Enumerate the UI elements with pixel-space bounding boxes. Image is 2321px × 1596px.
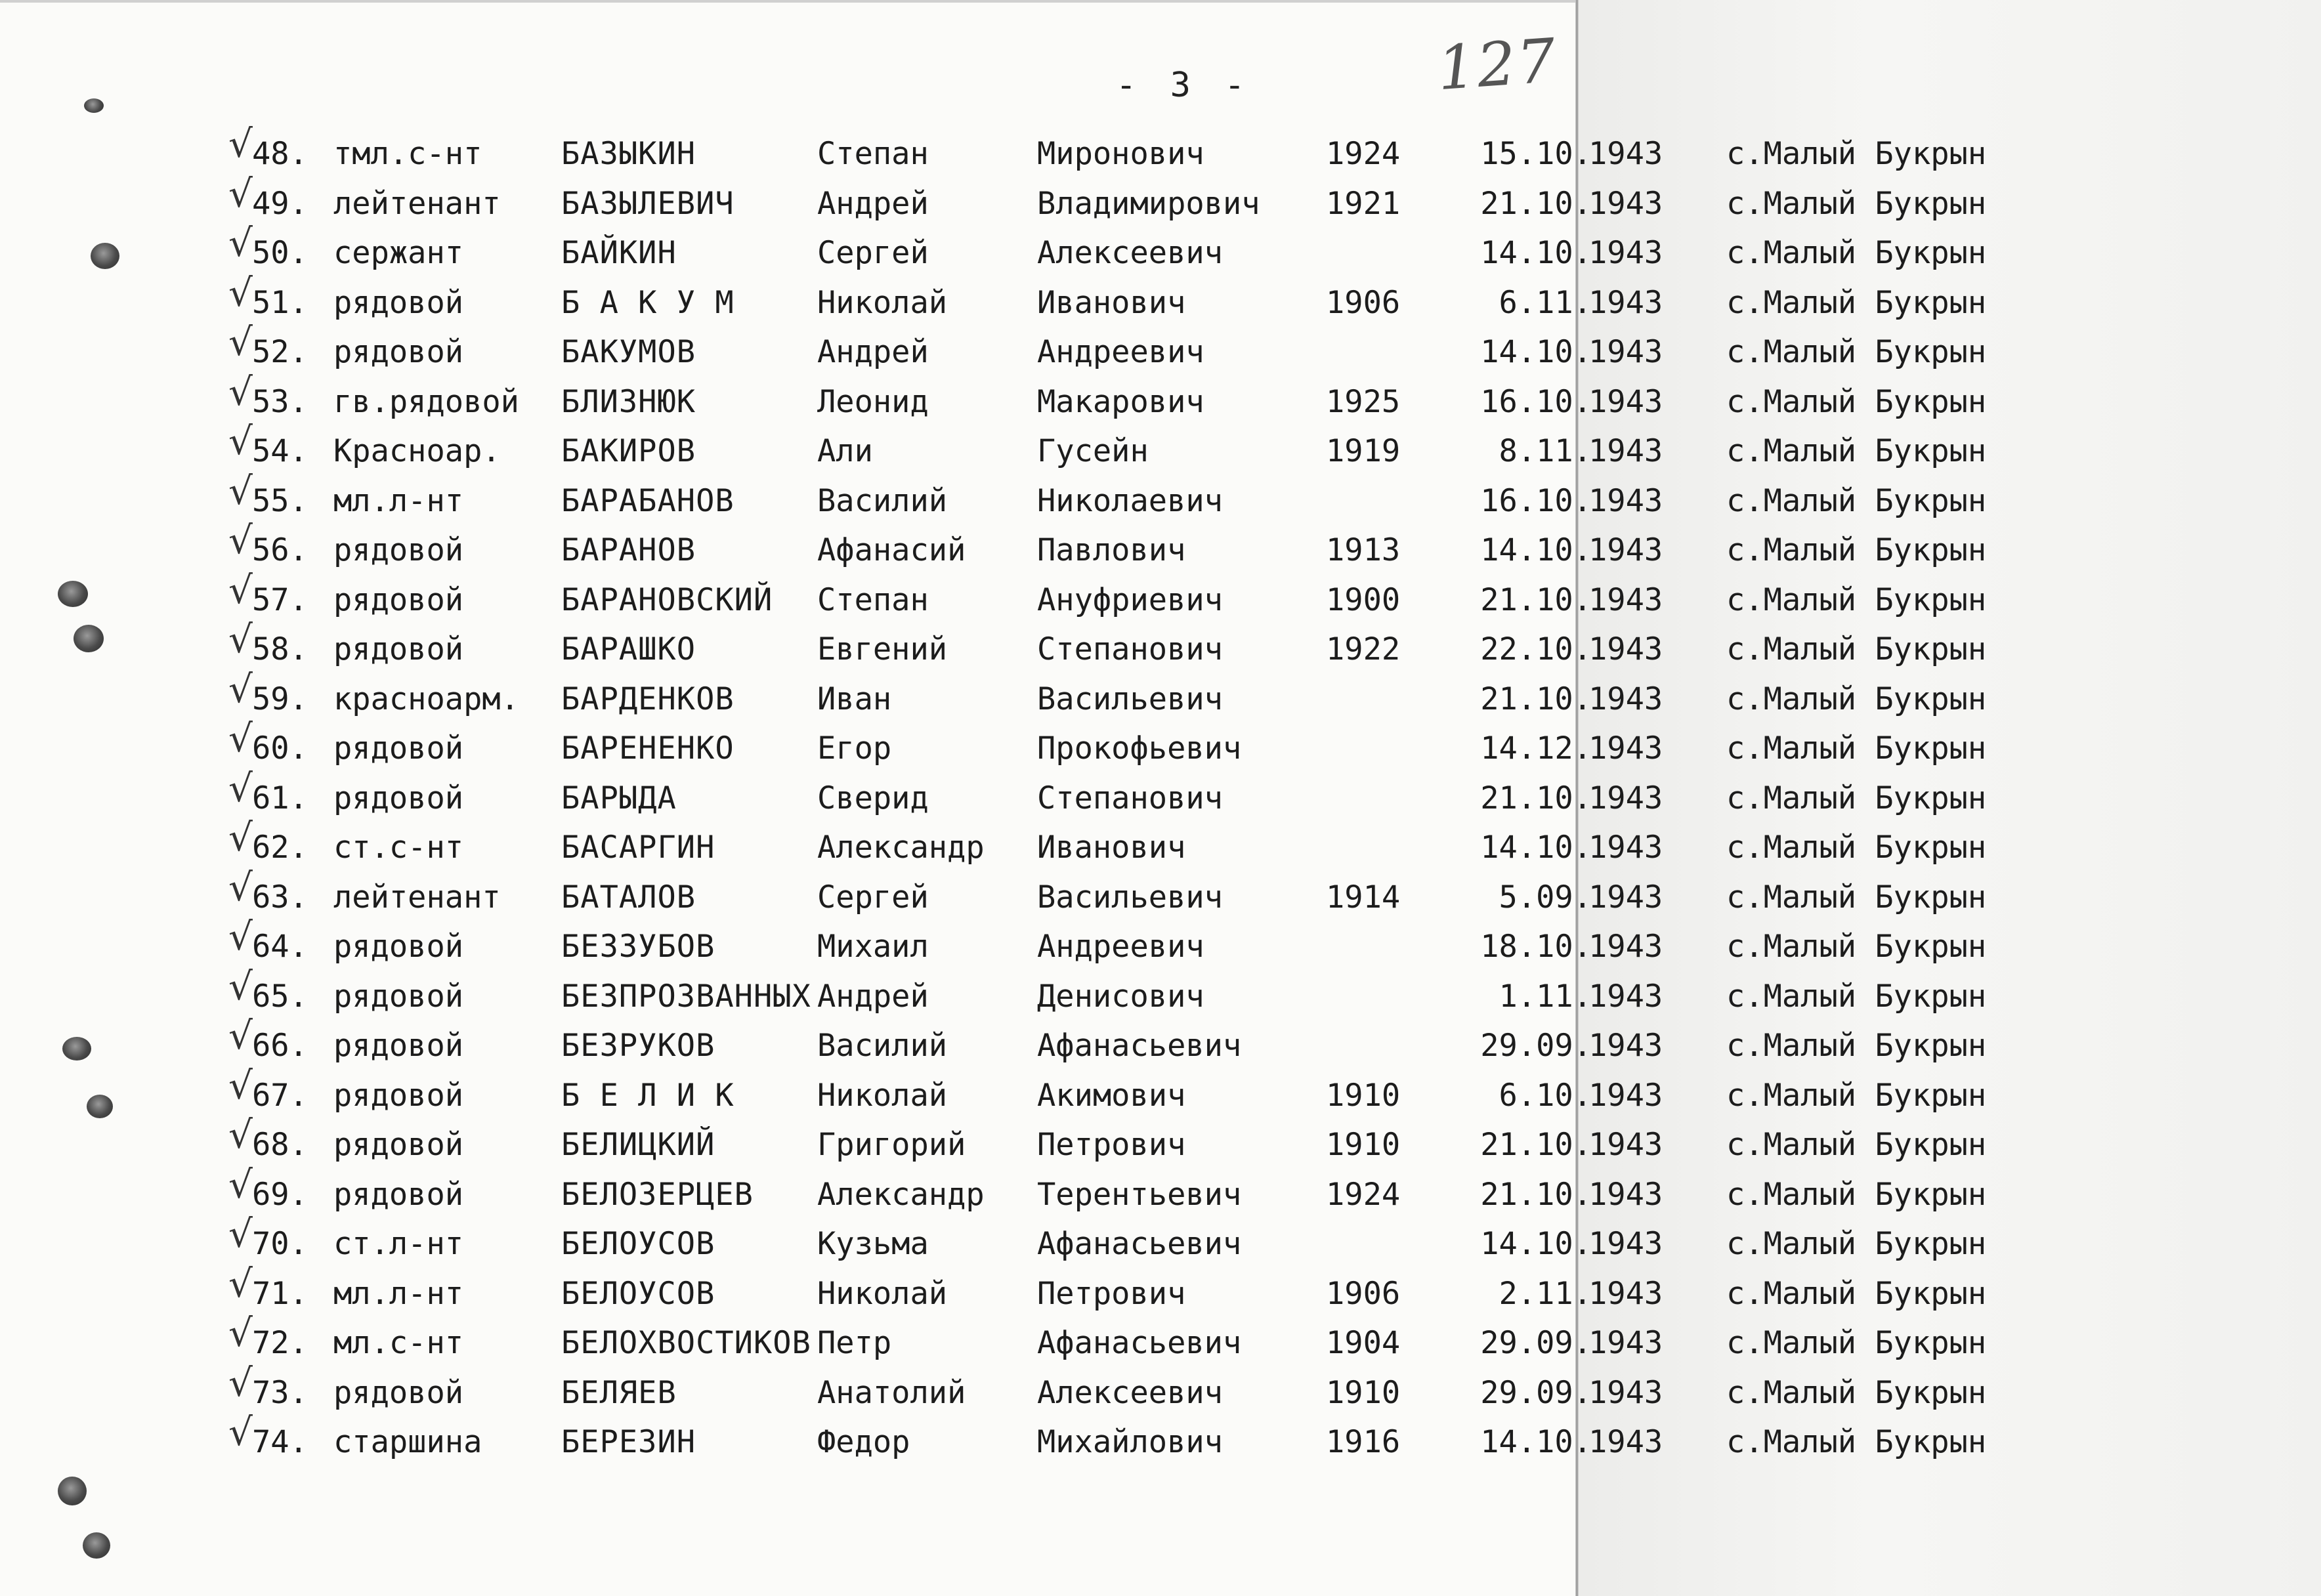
surname: Б А К У М <box>561 284 735 321</box>
burial-place: с.Малый Букрын <box>1726 482 1987 519</box>
row-number: 48. <box>252 136 308 172</box>
burial-place: с.Малый Букрын <box>1726 681 1987 717</box>
row-number: 68. <box>252 1127 308 1163</box>
burial-place: с.Малый Букрын <box>1726 631 1987 667</box>
row-number: 64. <box>252 929 308 965</box>
birth-year: 1906 <box>1326 1275 1401 1312</box>
list-row <box>0 963 2321 1020</box>
list-row <box>0 1112 2321 1168</box>
first-name: Афанасий <box>817 532 966 568</box>
patronymic: Андреевич <box>1037 334 1204 370</box>
patronymic: Ануфриевич <box>1037 581 1223 618</box>
row-number: 52. <box>252 334 308 370</box>
rank: ст.л-нт <box>333 1226 464 1262</box>
first-name: Сергей <box>817 879 929 915</box>
death-date: 14.10. <box>1480 235 1592 271</box>
list-row <box>0 1162 2321 1218</box>
first-name: Степан <box>817 136 929 172</box>
row-number: 72. <box>252 1325 308 1361</box>
death-year: 1943 <box>1588 383 1663 420</box>
patronymic: Степанович <box>1037 780 1223 816</box>
first-name: Степан <box>817 581 929 618</box>
burial-place: с.Малый Букрын <box>1726 433 1987 469</box>
birth-year: 1916 <box>1326 1424 1401 1460</box>
patronymic: Миронович <box>1037 136 1204 172</box>
rank: сержант <box>333 235 464 271</box>
death-date: 21.10. <box>1480 581 1592 618</box>
birth-year: 1913 <box>1326 532 1401 568</box>
patronymic: Петрович <box>1037 1127 1186 1163</box>
rank: рядовой <box>333 929 464 965</box>
list-row <box>0 1062 2321 1119</box>
birth-year: 1921 <box>1326 185 1401 222</box>
death-year: 1943 <box>1588 631 1663 667</box>
list-row <box>0 468 2321 524</box>
row-number: 66. <box>252 1028 308 1064</box>
burial-place: с.Малый Букрын <box>1726 1275 1987 1312</box>
death-date: 14.10. <box>1480 1226 1592 1262</box>
surname: БЕЛИЦКИЙ <box>561 1127 715 1163</box>
burial-place: с.Малый Букрын <box>1726 532 1987 568</box>
surname: БЕЛОУСОВ <box>561 1275 715 1312</box>
burial-place: с.Малый Букрын <box>1726 1028 1987 1064</box>
death-date: 14.10. <box>1480 1424 1592 1460</box>
birth-year: 1924 <box>1326 136 1401 172</box>
surname: БЕЗПРОЗВАННЫХ <box>561 978 811 1015</box>
rank: рядовой <box>333 1077 464 1114</box>
patronymic: Степанович <box>1037 631 1223 667</box>
first-name: Николай <box>817 1077 948 1114</box>
check-mark: √ <box>228 171 253 216</box>
check-mark: √ <box>228 320 253 364</box>
rank: мл.л-нт <box>333 1275 464 1312</box>
first-name: Василий <box>817 1028 948 1064</box>
patronymic: Васильевич <box>1037 681 1223 717</box>
death-date: 18.10. <box>1480 929 1592 965</box>
birth-year: 1919 <box>1326 433 1401 469</box>
list-row <box>0 121 2321 177</box>
row-number: 49. <box>252 185 308 222</box>
death-year: 1943 <box>1588 1176 1663 1213</box>
death-date: 15.10. <box>1480 136 1592 172</box>
first-name: Петр <box>817 1325 892 1361</box>
surname: БАРЕНЕНКО <box>561 730 735 766</box>
death-date: 29.09. <box>1480 1028 1592 1064</box>
surname: БАТАЛОВ <box>561 879 696 915</box>
death-year: 1943 <box>1588 1275 1663 1312</box>
death-year: 1943 <box>1588 1374 1663 1411</box>
burial-place: с.Малый Букрын <box>1726 978 1987 1015</box>
surname: БЕЗРУКОВ <box>561 1028 715 1064</box>
burial-place: с.Малый Букрын <box>1726 334 1987 370</box>
first-name: Леонид <box>817 383 929 420</box>
rank: тмл.с-нт <box>333 136 482 172</box>
burial-place: с.Малый Букрын <box>1726 581 1987 618</box>
death-date: 2.11. <box>1499 1275 1592 1312</box>
burial-place: с.Малый Букрын <box>1726 1127 1987 1163</box>
rank: мл.л-нт <box>333 482 464 519</box>
death-date: 21.10. <box>1480 1176 1592 1213</box>
burial-place: с.Малый Букрын <box>1726 780 1987 816</box>
row-number: 67. <box>252 1077 308 1114</box>
rank: рядовой <box>333 1176 464 1213</box>
patronymic: Афанасьевич <box>1037 1325 1242 1361</box>
check-mark: √ <box>228 220 253 265</box>
death-date: 5.09. <box>1499 879 1592 915</box>
first-name: Василий <box>817 482 948 519</box>
first-name: Николай <box>817 284 948 321</box>
death-date: 14.10. <box>1480 334 1592 370</box>
archive-number: 127 <box>1435 25 1560 104</box>
death-date: 6.10. <box>1499 1077 1592 1114</box>
check-mark: √ <box>228 617 253 662</box>
first-name: Николай <box>817 1275 948 1312</box>
row-number: 53. <box>252 383 308 420</box>
death-year: 1943 <box>1588 929 1663 965</box>
death-date: 14.10. <box>1480 532 1592 568</box>
row-number: 70. <box>252 1226 308 1262</box>
birth-year: 1900 <box>1326 581 1401 618</box>
list-row <box>0 369 2321 425</box>
surname: БЕЛЯЕВ <box>561 1374 677 1411</box>
row-number: 69. <box>252 1176 308 1213</box>
list-row <box>0 419 2321 474</box>
first-name: Александр <box>817 1176 985 1213</box>
row-number: 63. <box>252 879 308 915</box>
patronymic: Прокофьевич <box>1037 730 1242 766</box>
birth-year: 1904 <box>1326 1325 1401 1361</box>
death-date: 1.11. <box>1499 978 1592 1015</box>
death-date: 16.10. <box>1480 482 1592 519</box>
rank: рядовой <box>333 284 464 321</box>
burial-place: с.Малый Букрын <box>1726 830 1987 866</box>
row-number: 60. <box>252 730 308 766</box>
rank: рядовой <box>333 1127 464 1163</box>
list-row <box>0 567 2321 623</box>
check-mark: √ <box>228 963 253 1009</box>
surname: БАЗЫКИН <box>561 136 696 172</box>
first-name: Михаил <box>817 929 929 965</box>
list-row <box>0 1360 2321 1416</box>
patronymic: Акимович <box>1037 1077 1186 1114</box>
surname: БАЗЫЛЕВИЧ <box>561 185 735 222</box>
burial-place: с.Малый Букрын <box>1726 235 1987 271</box>
patronymic: Иванович <box>1037 830 1186 866</box>
row-number: 54. <box>252 433 308 469</box>
death-year: 1943 <box>1588 1325 1663 1361</box>
first-name: Иван <box>817 681 892 717</box>
list-row <box>0 666 2321 723</box>
patronymic: Афанасьевич <box>1037 1226 1242 1262</box>
first-name: Сергей <box>817 235 929 271</box>
birth-year: 1906 <box>1326 284 1401 321</box>
death-year: 1943 <box>1588 235 1663 271</box>
patronymic: Петрович <box>1037 1275 1186 1312</box>
death-date: 29.09. <box>1480 1325 1592 1361</box>
row-number: 56. <box>252 532 308 568</box>
row-number: 58. <box>252 631 308 667</box>
death-year: 1943 <box>1588 1226 1663 1262</box>
patronymic: Васильевич <box>1037 879 1223 915</box>
burial-place: с.Малый Букрын <box>1726 1424 1987 1460</box>
death-year: 1943 <box>1588 433 1663 469</box>
first-name: Анатолий <box>817 1374 966 1411</box>
rank: рядовой <box>333 532 464 568</box>
list-row <box>0 1261 2321 1317</box>
list-row <box>0 1410 2321 1465</box>
surname: БЕЛОХВОСТИКОВ <box>561 1325 811 1361</box>
burial-place: с.Малый Букрын <box>1726 730 1987 766</box>
check-mark: √ <box>228 270 253 315</box>
burial-place: с.Малый Букрын <box>1726 1374 1987 1411</box>
birth-year: 1925 <box>1326 383 1401 420</box>
burial-place: с.Малый Букрын <box>1726 1325 1987 1361</box>
rank: рядовой <box>333 978 464 1015</box>
rank: гв.рядовой <box>333 383 519 420</box>
surname: БАКИРОВ <box>561 433 696 469</box>
patronymic: Михайлович <box>1037 1424 1223 1460</box>
row-number: 51. <box>252 284 308 321</box>
first-name: Федор <box>817 1424 910 1460</box>
surname: БАЙКИН <box>561 235 677 271</box>
list-row <box>0 171 2321 227</box>
patronymic: Алексеевич <box>1037 235 1223 271</box>
death-date: 14.12. <box>1480 730 1592 766</box>
list-row <box>0 320 2321 375</box>
birth-year: 1910 <box>1326 1077 1401 1114</box>
first-name: Евгений <box>817 631 948 667</box>
list-row <box>0 864 2321 921</box>
rank: лейтенант <box>333 879 501 915</box>
check-mark: √ <box>228 121 253 166</box>
death-date: 21.10. <box>1480 185 1592 222</box>
list-row <box>0 716 2321 772</box>
list-row <box>0 518 2321 574</box>
birth-year: 1910 <box>1326 1127 1401 1163</box>
check-mark: √ <box>228 666 253 711</box>
patronymic: Денисович <box>1037 978 1204 1015</box>
patronymic: Макарович <box>1037 383 1204 420</box>
surname: БАРАНОВСКИЙ <box>561 581 773 618</box>
birth-year: 1914 <box>1326 879 1401 915</box>
death-year: 1943 <box>1588 1127 1663 1163</box>
check-mark: √ <box>228 1112 253 1157</box>
burial-place: с.Малый Букрын <box>1726 1176 1987 1213</box>
first-name: Али <box>817 433 873 469</box>
rank: рядовой <box>333 730 464 766</box>
check-mark: √ <box>228 864 253 910</box>
first-name: Андрей <box>817 185 929 222</box>
list-row <box>0 1013 2321 1069</box>
first-name: Кузьма <box>817 1226 929 1262</box>
row-number: 74. <box>252 1424 308 1460</box>
check-mark: √ <box>228 1013 253 1058</box>
death-year: 1943 <box>1588 581 1663 618</box>
rank: рядовой <box>333 581 464 618</box>
row-number: 71. <box>252 1275 308 1312</box>
list-row <box>0 617 2321 673</box>
surname: БЕЗЗУБОВ <box>561 929 715 965</box>
rank: красноарм. <box>333 681 519 717</box>
rank: старшина <box>333 1424 482 1460</box>
patronymic: Афанасьевич <box>1037 1028 1242 1064</box>
burial-place: с.Малый Букрын <box>1726 185 1987 222</box>
death-date: 16.10. <box>1480 383 1592 420</box>
birth-year: 1910 <box>1326 1374 1401 1411</box>
death-date: 21.10. <box>1480 780 1592 816</box>
surname: БАРЫДА <box>561 780 677 816</box>
surname: Б Е Л И К <box>561 1077 735 1114</box>
row-number: 55. <box>252 482 308 519</box>
death-year: 1943 <box>1588 879 1663 915</box>
burial-place: с.Малый Букрын <box>1726 1226 1987 1262</box>
death-year: 1943 <box>1588 532 1663 568</box>
rank: ст.с-нт <box>333 830 464 866</box>
rank: Красноар. <box>333 433 501 469</box>
death-date: 22.10. <box>1480 631 1592 667</box>
death-year: 1943 <box>1588 830 1663 866</box>
surname: БЕЛОЗЕРЦЕВ <box>561 1176 754 1213</box>
death-year: 1943 <box>1588 136 1663 172</box>
death-date: 8.11. <box>1499 433 1592 469</box>
surname: БЕЛОУСОВ <box>561 1226 715 1262</box>
patronymic: Павлович <box>1037 532 1186 568</box>
check-mark: √ <box>228 1360 253 1405</box>
rank: рядовой <box>333 1374 464 1411</box>
birth-year: 1924 <box>1326 1176 1401 1213</box>
list-row <box>0 220 2321 276</box>
surname: БАРАБАНОВ <box>561 482 735 519</box>
burial-place: с.Малый Букрын <box>1726 383 1987 420</box>
first-name: Григорий <box>817 1127 966 1163</box>
death-year: 1943 <box>1588 185 1663 222</box>
death-date: 21.10. <box>1480 1127 1592 1163</box>
row-number: 61. <box>252 780 308 816</box>
list-row <box>0 1311 2321 1366</box>
check-mark: √ <box>228 1162 253 1207</box>
check-mark: √ <box>228 1261 253 1306</box>
list-row <box>0 765 2321 822</box>
first-name: Андрей <box>817 978 929 1015</box>
patronymic: Терентьевич <box>1037 1176 1242 1213</box>
check-mark: √ <box>228 716 253 761</box>
patronymic: Андреевич <box>1037 929 1204 965</box>
surname: БАРАШКО <box>561 631 696 667</box>
death-year: 1943 <box>1588 978 1663 1015</box>
burial-place: с.Малый Букрын <box>1726 929 1987 965</box>
patronymic: Владимирович <box>1037 185 1260 222</box>
surname: БАКУМОВ <box>561 334 696 370</box>
death-year: 1943 <box>1588 1028 1663 1064</box>
patronymic: Николаевич <box>1037 482 1223 519</box>
rank: мл.с-нт <box>333 1325 464 1361</box>
death-year: 1943 <box>1588 334 1663 370</box>
first-name: Егор <box>817 730 892 766</box>
list-row <box>0 815 2321 871</box>
first-name: Андрей <box>817 334 929 370</box>
check-mark: √ <box>228 369 253 414</box>
first-name: Александр <box>817 830 985 866</box>
rank: рядовой <box>333 780 464 816</box>
list-row <box>0 270 2321 326</box>
check-mark: √ <box>228 468 253 513</box>
burial-place: с.Малый Букрын <box>1726 136 1987 172</box>
check-mark: √ <box>228 1410 253 1454</box>
check-mark: √ <box>228 914 253 959</box>
row-number: 73. <box>252 1374 308 1411</box>
check-mark: √ <box>228 1211 253 1256</box>
check-mark: √ <box>228 419 253 463</box>
surname: БЕРЕЗИН <box>561 1424 696 1460</box>
check-mark: √ <box>228 518 253 562</box>
row-number: 50. <box>252 235 308 271</box>
patronymic: Алексеевич <box>1037 1374 1223 1411</box>
row-number: 57. <box>252 581 308 618</box>
surname: БАСАРГИН <box>561 830 715 866</box>
row-number: 65. <box>252 978 308 1015</box>
death-year: 1943 <box>1588 284 1663 321</box>
check-mark: √ <box>228 1062 253 1108</box>
birth-year: 1922 <box>1326 631 1401 667</box>
patronymic: Иванович <box>1037 284 1186 321</box>
death-year: 1943 <box>1588 1424 1663 1460</box>
row-number: 62. <box>252 830 308 866</box>
check-mark: √ <box>228 765 253 810</box>
check-mark: √ <box>228 815 253 860</box>
rank: рядовой <box>333 1028 464 1064</box>
death-date: 14.10. <box>1480 830 1592 866</box>
death-date: 29.09. <box>1480 1374 1592 1411</box>
first-name: Сверид <box>817 780 929 816</box>
rank: рядовой <box>333 631 464 667</box>
patronymic: Гусейн <box>1037 433 1149 469</box>
death-year: 1943 <box>1588 780 1663 816</box>
list-row <box>0 914 2321 970</box>
row-number: 59. <box>252 681 308 717</box>
rank: рядовой <box>333 334 464 370</box>
death-year: 1943 <box>1588 730 1663 766</box>
page-number: - 3 - <box>1116 66 1252 105</box>
rank: лейтенант <box>333 185 501 222</box>
surname: БАРАНОВ <box>561 532 696 568</box>
list-row <box>0 1211 2321 1267</box>
death-year: 1943 <box>1588 1077 1663 1114</box>
surname: БЛИЗНЮК <box>561 383 696 420</box>
death-year: 1943 <box>1588 482 1663 519</box>
burial-place: с.Малый Букрын <box>1726 879 1987 915</box>
burial-place: с.Малый Букрын <box>1726 1077 1987 1114</box>
death-date: 21.10. <box>1480 681 1592 717</box>
death-year: 1943 <box>1588 681 1663 717</box>
check-mark: √ <box>228 567 253 612</box>
check-mark: √ <box>228 1311 253 1355</box>
death-date: 6.11. <box>1499 284 1592 321</box>
surname: БАРДЕНКОВ <box>561 681 735 717</box>
burial-place: с.Малый Букрын <box>1726 284 1987 321</box>
